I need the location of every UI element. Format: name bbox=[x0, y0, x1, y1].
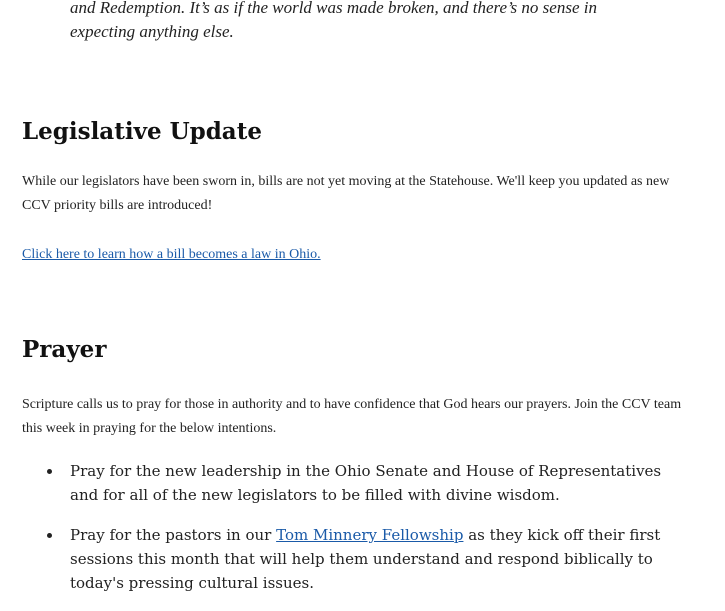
prayer-paragraph: Scripture calls us to pray for those in authority and to have confidence that God hears our prayers. Join the CCV team this week in praying for the below intentions. bbox=[22, 397, 682, 436]
list-item bbox=[22, 459, 692, 507]
prayer-intention-text-after: as they kick off their first sessions this month that will help them understand and respond biblically to today's pressing cultural issues. bbox=[70, 526, 661, 592]
legislative-update-heading: Legislative Update bbox=[22, 118, 262, 145]
prayer-intentions-list bbox=[22, 459, 692, 611]
list-item bbox=[22, 523, 692, 595]
quote-line-2: expecting anything else. bbox=[70, 22, 234, 41]
legislative-update-paragraph: While our legislators have been sworn in, bills are not yet moving at the Statehouse. We'll keep you updated as new CCV priority bills are introduced! bbox=[22, 174, 670, 213]
bill-becomes-law-link[interactable]: Click here to learn how a bill becomes a law in Ohio. bbox=[22, 247, 321, 262]
blockquote bbox=[70, 0, 710, 44]
quote-line-1: and Redemption. It’s as if the world was made broken, and there’s no sense in bbox=[70, 0, 597, 17]
prayer-heading: Prayer bbox=[22, 336, 107, 363]
bullet-icon bbox=[47, 533, 52, 538]
bill-law-link-paragraph bbox=[22, 243, 694, 267]
prayer-intention-text-before: Pray for the pastors in our bbox=[70, 526, 277, 544]
prayer-intention-text: Pray for the new leadership in the Ohio Senate and House of Representatives and for all of the new legislators to be filled with divine wisdom. bbox=[70, 462, 662, 504]
bullet-icon bbox=[47, 469, 52, 474]
tom-minnery-fellowship-link[interactable]: Tom Minnery Fellowship bbox=[276, 526, 464, 544]
